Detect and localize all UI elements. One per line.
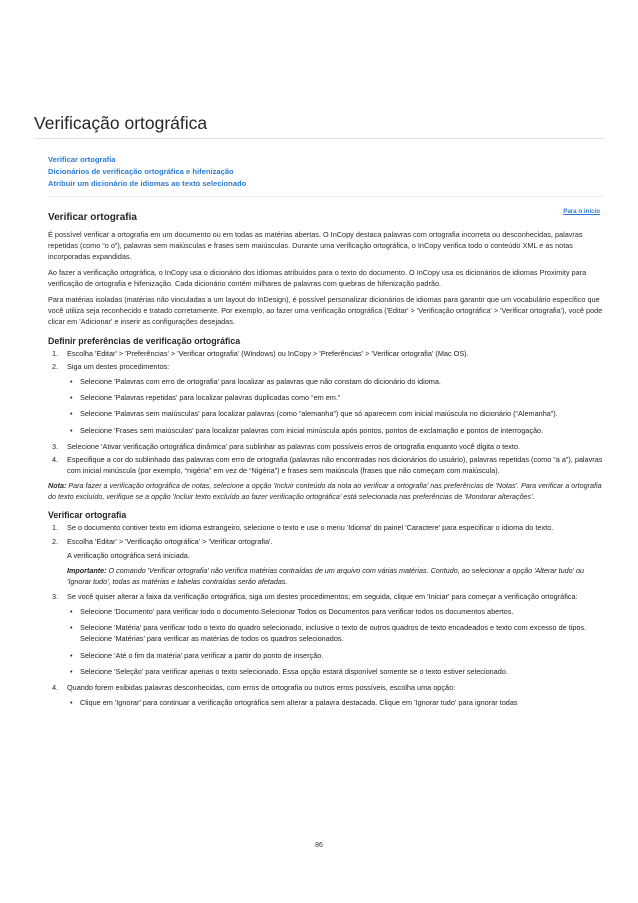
note <box>48 480 604 502</box>
bullet-list <box>67 697 604 708</box>
note-label: Nota: <box>48 481 67 491</box>
step-text: Se você quiser alterar a faixa da verificação ortográfica, siga um destes procedimentos; em seguida, clique em 'Iniciar' para começar a verificação ortográfica: <box>67 591 578 601</box>
list-item: 3. Se você quiser alterar a faixa da verificação ortográfica, siga um destes procedimentos; em seguida, clique em 'Iniciar' para começar a verificação ortográfica: • Selecione 'Documento' para verificar todo o documento.Selecionar Todos os Documentos para verificar todos os documentos abertos. • Selecione 'Matéria' para verificar todo o texto do quadro selecionado, inclusive o texto de outros quadros de texto encadeados e texto com excesso de tipos. Selecione 'Matérias' para verificar as matérias de todos os quadros selecionados. • Selecione 'Até o fim da matéria' para verificar a partir do ponto de inserção. • Selecione 'Seleção' para verificar apenas o texto selecionado. Essa opção estará disponível somente se o texto estiver selecionado. <box>48 591 604 677</box>
steps-list-preferences <box>48 348 604 477</box>
list-item: 3. Selecione 'Ativar verificação ortográfica dinâmica' para sublinhar as palavras com possíveis erros de ortografia enquanto você digita o texto. <box>52 441 521 451</box>
toc-link-atribuir-dicionario[interactable]: Atribuir um dicionário de idiomas ao texto selecionado <box>48 179 247 188</box>
page-title: Verificação ortográfica <box>34 113 208 133</box>
list-item: 4. Quando forem exibidas palavras desconhecidas, com erros de ortografia ou outros erros possíveis, escolha uma opção: • Clique em 'Ignorar' para continuar a verificação ortográfica sem alterar a palavra destacada. Clique em 'Ignorar tudo' para ignorar todas <box>48 682 604 708</box>
bullet-item: • Selecione 'Seleção' para verificar apenas o texto selecionado. Essa opção estará disponível somente se o texto estiver selecionado. <box>70 666 508 676</box>
step-text: Escolha 'Editar' > 'Preferências' > 'Verificar ortografia' (Windows) ou InCopy > 'Preferências' > 'Verificar ortografia' (Mac OS). <box>67 348 469 358</box>
subheading-definir-preferencias: Definir preferências de verificação ortográfica <box>48 335 241 346</box>
step-text: Quando forem exibidas palavras desconhecidas, com erros de ortografia ou outros erros possíveis, escolha uma opção: <box>67 683 456 693</box>
list-item: 1. Escolha 'Editar' > 'Preferências' > 'Verificar ortografia' (Windows) ou InCopy > 'Preferências' > 'Verificar ortografia' (Mac OS). <box>52 348 469 358</box>
list-item: 4. Especifique a cor do sublinhado das palavras com erro de ortografia (palavras não encontradas nos dicionários do usuário), palavras repetidas (como “a a”), palavras com inicial minúscula (por exemplo, “nigéria” em vez de “Nigéria”) e frases sem maiúscula (frases que não começam com maiúscula). <box>52 455 603 476</box>
bullet-item: • Selecione 'Até o fim da matéria' para verificar a partir do ponto de inserção. <box>70 650 324 660</box>
main-content <box>48 212 604 713</box>
list-item: 2. Siga um destes procedimentos: • Selecione 'Palavras com erro de ortografia' para localizar as palavras que não constam do dicionário do idioma. • Selecione 'Palavras repetidas' para localizar palavras duplicadas como “em em.” • Selecione 'Palavras sem maiúsculas' para localizar palavras (como “alemanha”) que só aparecem com inicial maiúscula no dicionário (“Alemanha”). • Selecione 'Frases sem maiúsculas' para localizar palavras com inicial minúscula após pontos, pontos de exclamação e pontos de interrogação. <box>48 361 604 436</box>
step-text: Siga um destes procedimentos: <box>67 361 170 371</box>
step-text: Especifique a cor do sublinhado das palavras com erro de ortografia (palavras não encontradas nos dicionários do usuário), palavras repetidas (como “a a”), palavras com inicial minúscula (por exemplo, “nigéria” em vez de “Nigéria”) e frases sem maiúscula (frases que não começam com maiúscula). <box>67 455 603 476</box>
step-text: Escolha 'Editar' > 'Verificação ortográfica' > 'Verificar ortografia'. <box>67 536 273 546</box>
step-text: Selecione 'Ativar verificação ortográfica dinâmica' para sublinhar as palavras com possíveis erros de ortografia enquanto você digita o texto. <box>67 441 521 451</box>
step-result: A verificação ortográfica será iniciada. <box>67 550 190 560</box>
steps-list-check-spelling <box>48 522 604 708</box>
step-text: Se o documento contiver texto em idioma estrangeiro, selecione o texto e use o menu 'Idioma' do painel 'Caractere' para especificar o idioma do texto. <box>67 523 554 533</box>
list-item: 2. Escolha 'Editar' > 'Verificação ortográfica' > 'Verificar ortografia'. A verificação ortográfica será iniciada. Importante: O comando 'Verificar ortografia' não verifica matérias contraídas de um arquivo com várias matérias. Contudo, ao selecionar a opção 'Alterar tudo' ou 'Ignorar tudo', todas as matérias e tabelas contraídas serão afetadas. <box>48 536 604 587</box>
paragraph: Ao fazer a verificação ortográfica, o InCopy usa o dicionário dos idiomas atribuídos para o texto do documento. O InCopy usa os dicionários de idiomas Proximity para verificação de ortografia e hifenização. Cada dicionário contém milhares de palavras com quebras de hifenização padrão. <box>48 268 587 289</box>
page-number: 86 <box>315 842 323 849</box>
paragraph: É possível verificar a ortografia em um documento ou em todas as matérias abertas. O InCopy destaca palavras com ortografia incorreta ou desconhecidas, palavras repetidas (como “o o”), palavras sem maiúsculas e frases sem maiúsculas. Durante uma verificação ortográfica, o InCopy verifica todo o conteúdo XML e as notas incorporadas expandidas. <box>48 230 583 262</box>
section-heading-verificar-ortografia: Verificar ortografia <box>48 212 137 223</box>
bullet-item: • Selecione 'Palavras sem maiúsculas' para localizar palavras (como “alemanha”) que só aparecem com inicial maiúscula no dicionário (“Alemanha”). <box>70 409 558 419</box>
important-note <box>67 565 604 587</box>
bullet-item: • Selecione 'Palavras com erro de ortografia' para localizar as palavras que não constam do dicionário do idioma. <box>70 377 441 387</box>
list-item: 1. Se o documento contiver texto em idioma estrangeiro, selecione o texto e use o menu 'Idioma' do painel 'Caractere' para especificar o idioma do texto. <box>52 523 554 533</box>
paragraph: Para matérias isoladas (matérias não vinculadas a um layout do InDesign), é possível personalizar dicionários de idiomas para garantir que um vocabulário específico que você utiliza seja reconhecido e tratado corretamente. Por exemplo, ao fazer uma verificação ortográfica ('Editar' > 'Verificação ortográfica' > 'Verificar ortografia'), você pode clicar em 'Adicionar' e inserir as configurações desejadas. <box>48 295 603 327</box>
toc-link-verificar-ortografia[interactable]: Verificar ortografia <box>48 155 116 164</box>
title-divider <box>34 138 604 139</box>
bullet-item: • Selecione 'Matéria' para verificar todo o texto do quadro selecionado, inclusive o texto de outros quadros de texto encadeados e texto com excesso de tipos. Selecione 'Matérias' para verificar as matérias de todos os quadros selecionados. <box>70 623 587 644</box>
bullet-item: • Selecione 'Palavras repetidas' para localizar palavras duplicadas como “em em.” <box>70 393 341 403</box>
section-divider <box>48 196 604 197</box>
bullet-list <box>67 606 604 677</box>
back-to-top-link[interactable]: Para o início <box>563 208 600 215</box>
bullet-item: • Selecione 'Documento' para verificar todo o documento.Selecionar Todos os Documentos para verificar todos os documentos abertos. <box>70 607 514 617</box>
subheading-verificar-ortografia: Verificar ortografia <box>48 510 127 521</box>
table-of-contents <box>48 154 246 190</box>
important-label: Importante: <box>67 565 107 575</box>
bullet-item: • Clique em 'Ignorar' para continuar a verificação ortográfica sem alterar a palavra destacada. Clique em 'Ignorar tudo' para ignorar todas <box>70 698 518 708</box>
note-text: Para fazer a verificação ortográfica de notas, selecione a opção 'Incluir conteúdo da nota ao verificar a ortografia' nas preferências de 'Notas'. Para verificar a ortografia do texto excluído, verifique se a opção 'Incluir texto excluído ao fazer verificação ortográfica' está selecionada nas preferências de 'Monitorar alterações'. <box>48 481 602 502</box>
bullet-item: • Selecione 'Frases sem maiúsculas' para localizar palavras com inicial minúscula após pontos, pontos de exclamação e pontos de interrogação. <box>70 425 544 435</box>
bullet-list <box>67 376 604 436</box>
toc-link-dicionarios[interactable]: Dicionários de verificação ortográfica e hifenização <box>48 167 234 176</box>
important-text: O comando 'Verificar ortografia' não verifica matérias contraídas de um arquivo com várias matérias. Contudo, ao selecionar a opção 'Alterar tudo' ou 'Ignorar tudo', todas as matérias e tabelas contraídas serão afetadas. <box>67 565 584 586</box>
